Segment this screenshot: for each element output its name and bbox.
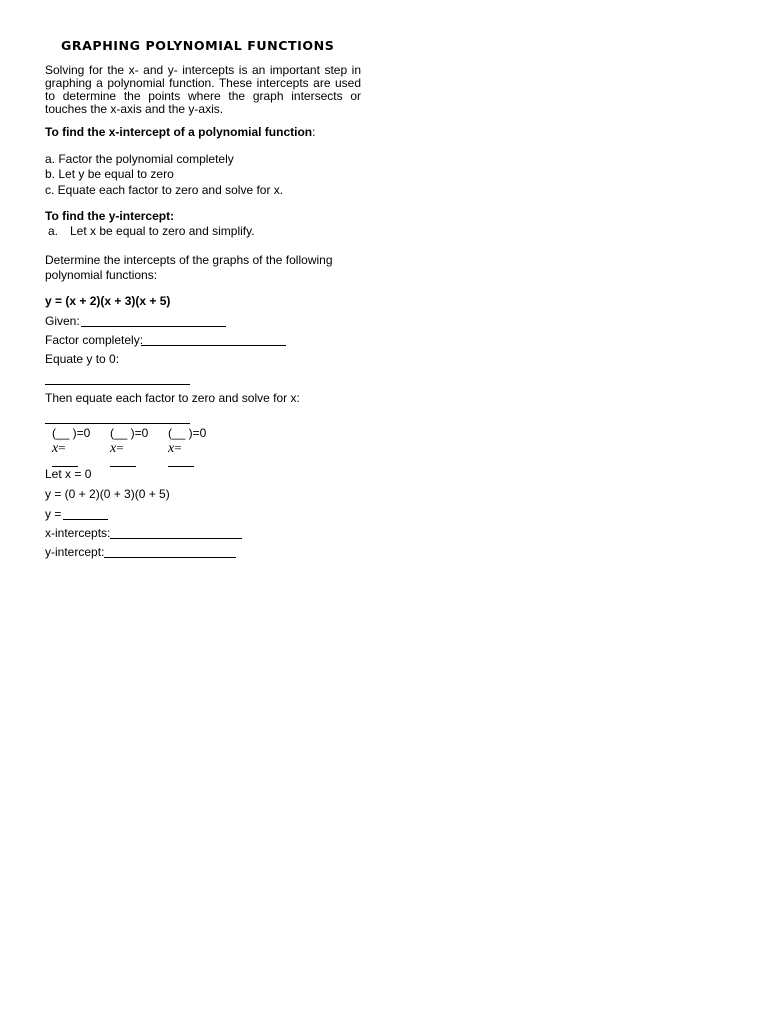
x-intercept-heading-bold: To find the x-intercept of a polynomial function bbox=[45, 125, 313, 139]
equate-blank[interactable] bbox=[45, 384, 190, 385]
x-intercepts-blank[interactable] bbox=[110, 538, 242, 539]
y-value-blank[interactable] bbox=[63, 519, 108, 520]
factor-2-blank[interactable]: (__ )=0 bbox=[110, 426, 149, 440]
factor-group-2 bbox=[110, 426, 148, 457]
factor-1-blank[interactable]: (__ )=0 bbox=[52, 426, 91, 440]
x-step-a: a. Factor the polynomial completely bbox=[45, 152, 234, 166]
factor-3-blank[interactable]: (__ )=0 bbox=[168, 426, 207, 440]
x-intercept-heading bbox=[45, 125, 315, 139]
given-blank[interactable] bbox=[81, 326, 226, 327]
x-intercept-heading-colon: : bbox=[312, 125, 316, 139]
y-value-label: y = bbox=[45, 507, 62, 521]
then-label: Then equate each factor to zero and solve for x: bbox=[45, 391, 300, 405]
factor-2-x-label: x= bbox=[110, 440, 124, 456]
x-step-b: b. Let y be equal to zero bbox=[45, 167, 174, 181]
x-intercepts-label: x-intercepts: bbox=[45, 526, 111, 540]
y-step-a bbox=[48, 224, 255, 238]
factor-group-1 bbox=[52, 426, 90, 457]
substitution-line: y = (0 + 2)(0 + 3)(0 + 5) bbox=[45, 487, 170, 501]
y-step-text: Let x be equal to zero and simplify. bbox=[70, 224, 255, 238]
x-step-c: c. Equate each factor to zero and solve for x. bbox=[45, 183, 284, 197]
instruction-line-1: Determine the intercepts of the graphs of the following bbox=[45, 253, 333, 267]
factor-3-answer-blank[interactable] bbox=[168, 466, 194, 467]
factor-label: Factor completely: bbox=[45, 333, 144, 347]
page-title: GRAPHING POLYNOMIAL FUNCTIONS bbox=[61, 38, 335, 53]
let-x-label: Let x = 0 bbox=[45, 467, 92, 481]
then-blank[interactable] bbox=[45, 423, 190, 424]
factor-group-3 bbox=[168, 426, 206, 457]
y-intercept-blank[interactable] bbox=[104, 557, 236, 558]
instruction-line-2: polynomial functions: bbox=[45, 268, 158, 282]
y-step-letter: a. bbox=[48, 224, 59, 238]
given-label: Given: bbox=[45, 314, 80, 328]
intro-paragraph: Solving for the x- and y- intercepts is an important step in graphing a polynomial function. These intercepts are used to determine the points where the graph intersects or touches the x-axis and the y-axis. bbox=[45, 63, 361, 116]
equate-label: Equate y to 0: bbox=[45, 352, 120, 366]
factor-blank[interactable] bbox=[141, 345, 286, 346]
factor-1-x-label: x= bbox=[52, 440, 66, 456]
y-intercept-heading: To find the y-intercept: bbox=[45, 209, 175, 223]
factor-2-answer-blank[interactable] bbox=[110, 466, 136, 467]
problem-equation: y = (x + 2)(x + 3)(x + 5) bbox=[45, 294, 171, 308]
y-intercept-label: y-intercept: bbox=[45, 545, 105, 559]
factor-3-x-label: x= bbox=[168, 440, 182, 456]
